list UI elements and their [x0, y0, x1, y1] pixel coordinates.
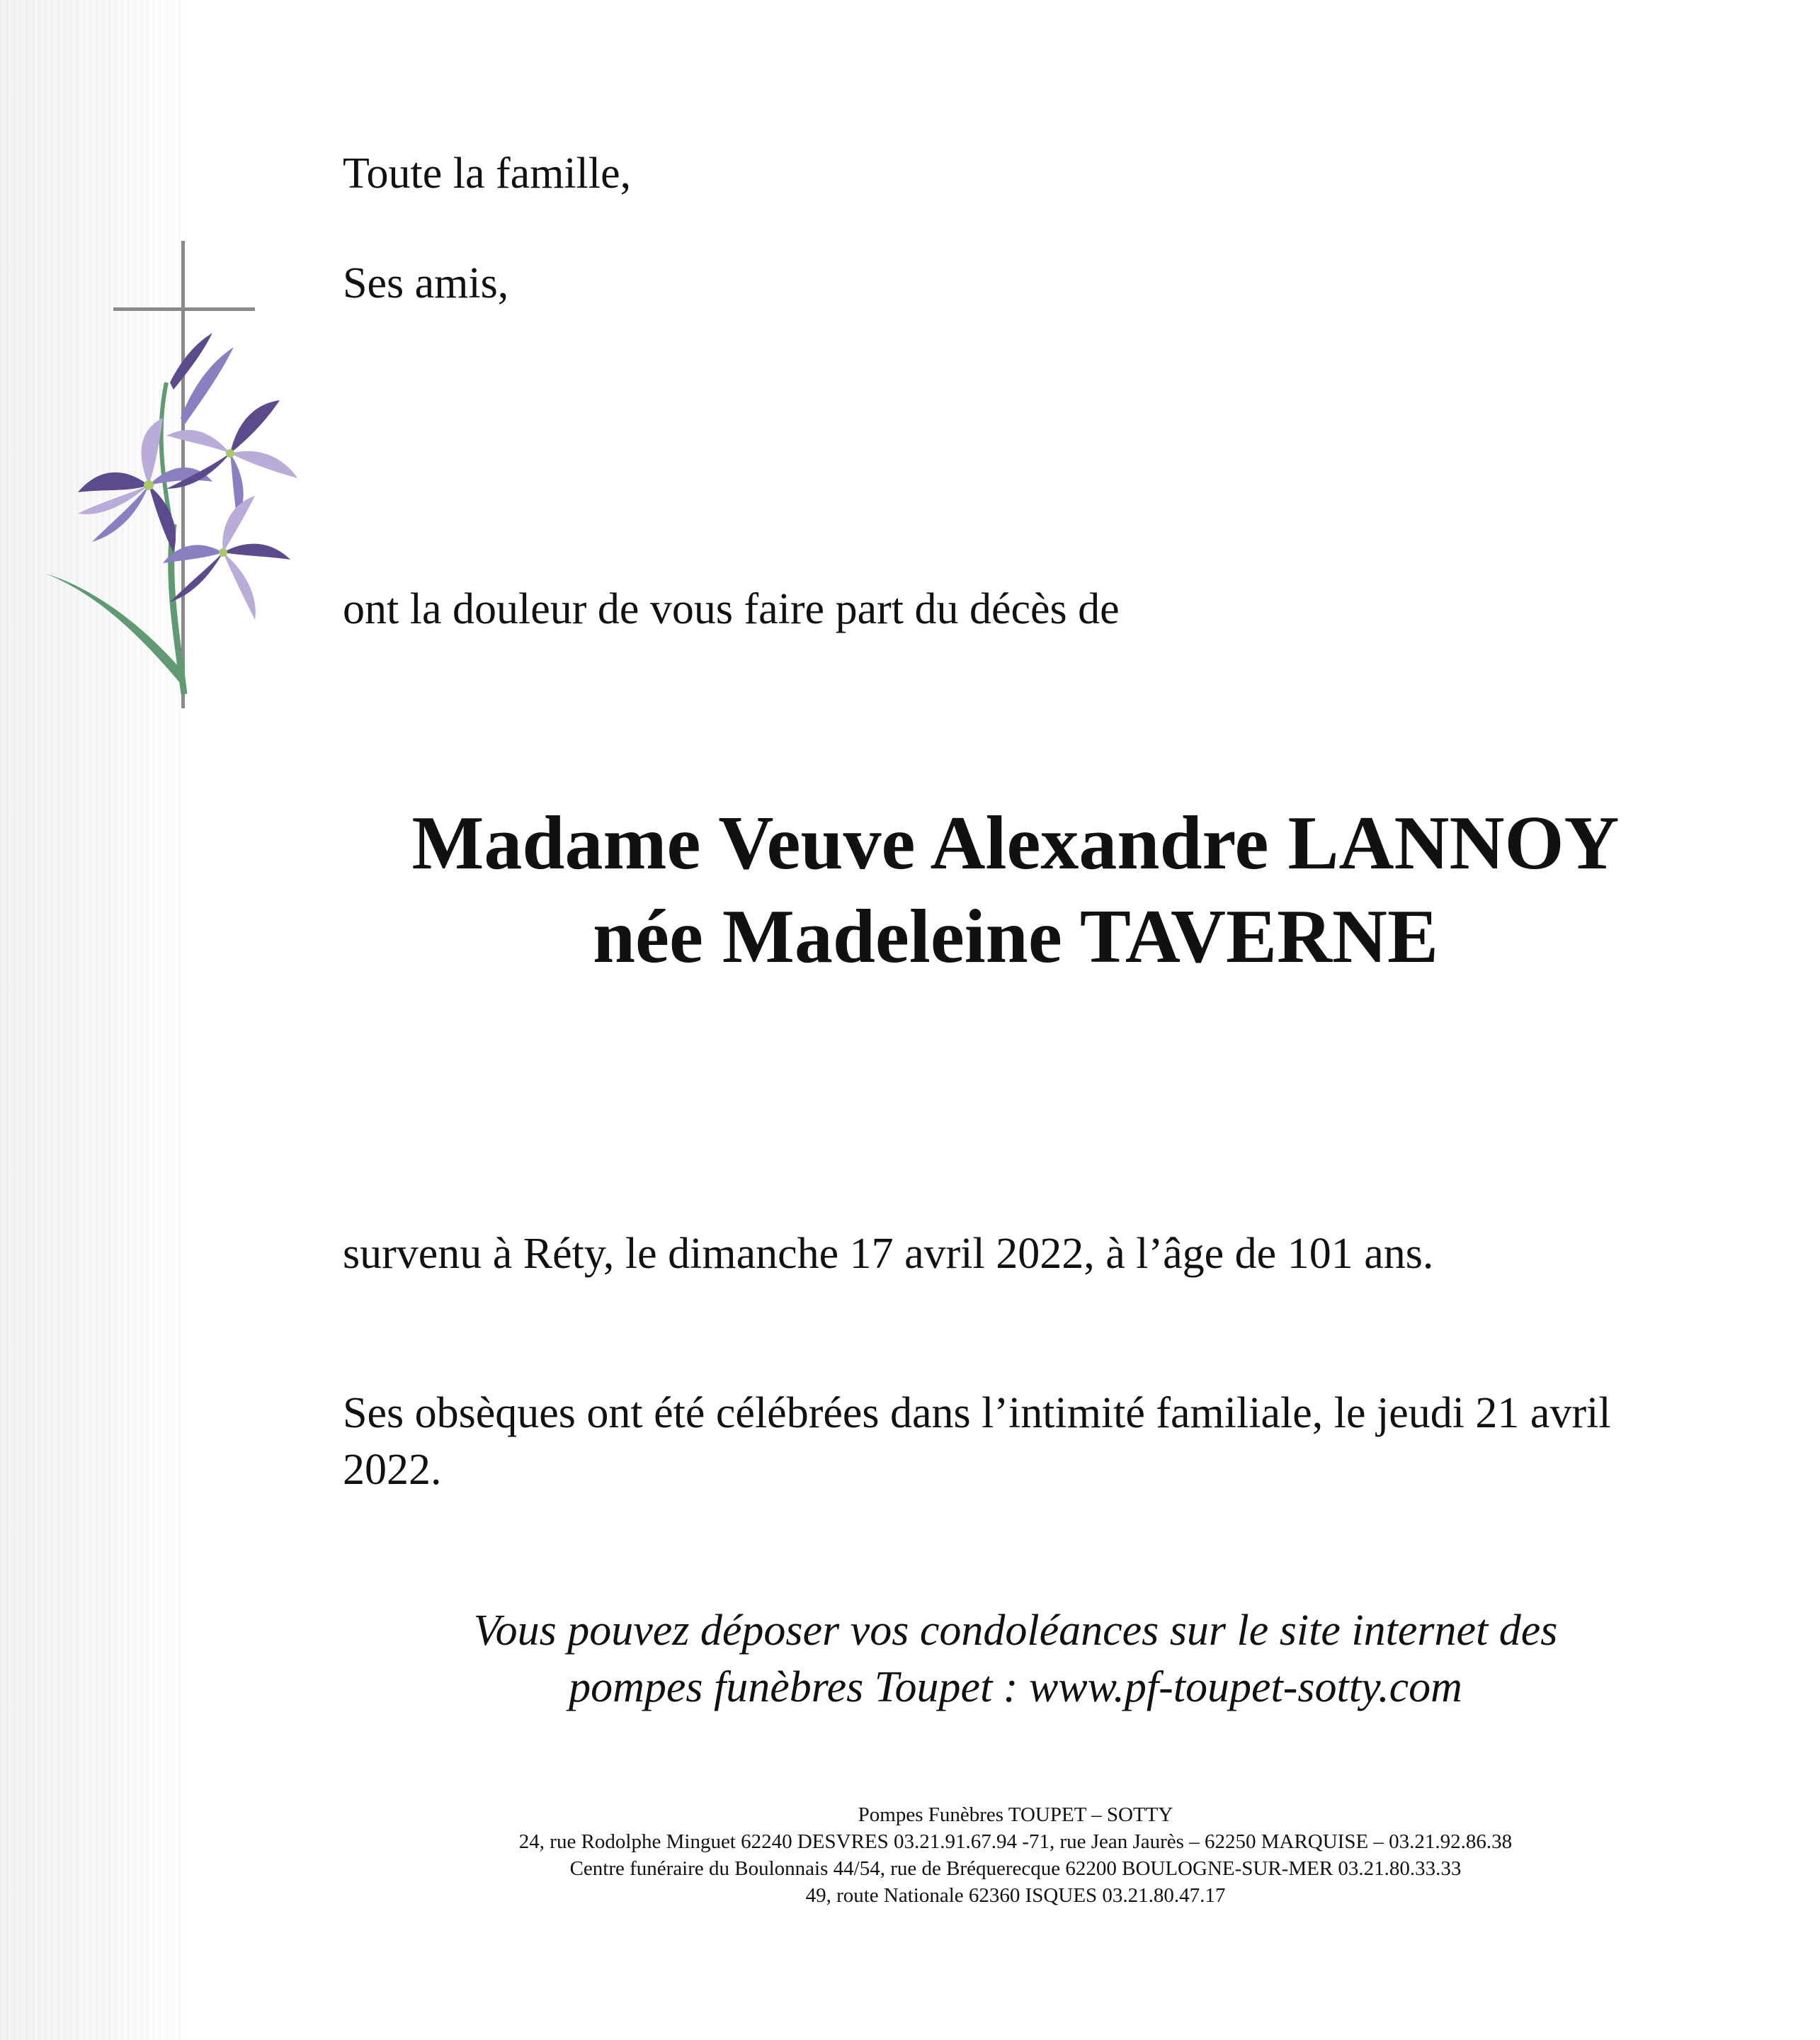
death-circumstances: survenu à Réty, le dimanche 17 avril 2022, à l’âge de 101 ans.: [343, 1230, 1434, 1278]
lily-flower-icon: [46, 333, 297, 694]
cross-and-lily-emblem: [42, 241, 312, 715]
footer-company: Pompes Funèbres TOUPET – SOTTY: [858, 1803, 1173, 1826]
greeting-family: Toute la famille,: [343, 149, 632, 198]
condolence-line-2: pompes funèbres Toupet : www.pf-toupet-sotty.com: [569, 1663, 1462, 1711]
funeral-home-footer: [343, 1801, 1688, 1909]
announcement-text: ont la douleur de vous faire part du décès de: [343, 585, 1120, 633]
greeting-friends: Ses amis,: [343, 259, 509, 307]
condolence-line-1: Vous pouvez déposer vos condoléances sur le site internet des: [473, 1606, 1558, 1655]
funeral-details: Ses obsèques ont été célébrées dans l’intimité familiale, le jeudi 21 avril 2022.: [343, 1389, 1611, 1494]
footer-address-3: 49, route Nationale 62360 ISQUES 03.21.80.47.17: [805, 1884, 1226, 1907]
deceased-name-line-2: née Madeleine TAVERNE: [592, 895, 1438, 979]
footer-address-2: Centre funéraire du Boulonnais 44/54, rue de Bréquerecque 62200 BOULOGNE-SUR-MER 03.21.80.33.33: [569, 1857, 1462, 1880]
footer-address-1: 24, rue Rodolphe Minguet 62240 DESVRES 03.21.91.67.94 -71, rue Jean Jaurès – 62250 MARQUISE – 03.21.92.86.38: [518, 1830, 1513, 1853]
deceased-name: [343, 797, 1688, 984]
condolence-notice: [343, 1602, 1688, 1716]
deceased-name-line-1: Madame Veuve Alexandre LANNOY: [411, 801, 1620, 885]
